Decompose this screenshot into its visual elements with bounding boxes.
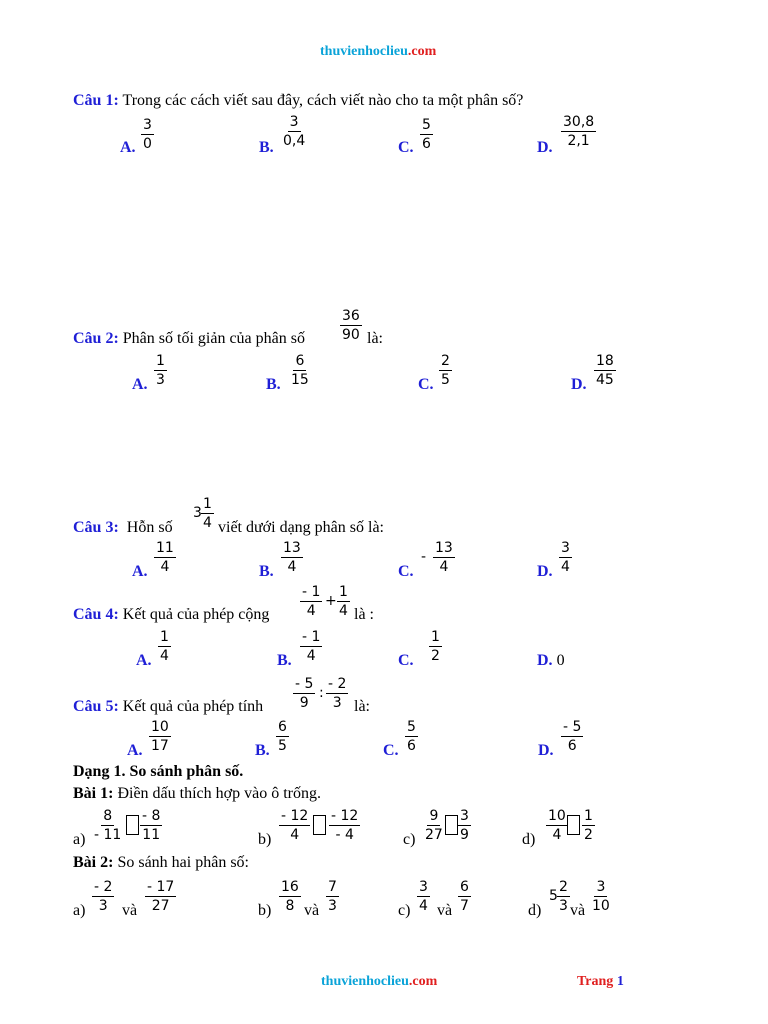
footer-site-tld: .com	[408, 974, 438, 989]
q2-text: Phân số tối giản của phân số	[122, 330, 305, 347]
q1-opt-c-fraction	[420, 118, 433, 152]
q2-opt-d-letter: D.	[571, 376, 587, 393]
fraction-numerator: 3	[561, 540, 570, 556]
q4-text: Kết quả của phép cộng	[122, 606, 270, 623]
q2-fraction	[340, 309, 362, 343]
fraction-denominator: 6	[567, 738, 577, 754]
fraction-numerator: 16	[281, 879, 299, 895]
fraction-numerator: - 1	[302, 629, 321, 645]
fraction-numerator: 30,8	[563, 114, 595, 130]
bai2-item-c-conj: và	[437, 902, 453, 919]
fraction-denominator: 4	[552, 827, 562, 843]
q4-fraction-2	[337, 585, 350, 619]
q3-opt-d-letter: D.	[537, 563, 553, 580]
fraction-numerator: 7	[328, 879, 337, 895]
bai2-item-a-right	[145, 880, 176, 914]
bai1-item-a-blank-box[interactable]	[126, 815, 139, 835]
q2-opt-a-fraction	[154, 354, 167, 388]
q1-line	[73, 92, 523, 110]
fraction-numerator: 1	[584, 808, 593, 824]
fraction-denominator: 4	[439, 559, 449, 575]
fraction-denominator: 3	[328, 898, 337, 914]
q3-opt-a-letter: A.	[132, 563, 148, 580]
fraction-numerator: 1	[156, 353, 165, 369]
fraction-numerator: 13	[283, 540, 301, 556]
q3-opt-a-fraction	[154, 541, 176, 575]
bai1-item-d-tag: d)	[522, 831, 536, 848]
q4-opt-d-value: 0	[556, 652, 565, 669]
fraction-numerator: 8	[103, 808, 113, 824]
q3-mixed-fraction	[201, 497, 214, 531]
fraction-numerator: - 2	[328, 676, 347, 692]
fraction-denominator: 7	[460, 898, 469, 914]
q1-opt-d-fraction	[561, 115, 596, 149]
bai2-item-c-left	[417, 880, 430, 914]
bai2-item-d-tag: d)	[528, 902, 542, 919]
bai2-label: Bài 2:	[73, 854, 114, 871]
fraction-numerator: - 8	[142, 808, 161, 824]
fraction-numerator: 3	[143, 117, 152, 133]
q2-label: Câu 2:	[73, 330, 119, 347]
footer-site	[321, 974, 437, 990]
q2-opt-c-letter: C.	[418, 376, 434, 393]
bai2-item-b-left	[279, 880, 301, 914]
bai2-item-c-tag: c)	[398, 902, 411, 919]
fraction-numerator: 5	[407, 719, 416, 735]
fraction-denominator: 2	[584, 827, 593, 843]
fraction-denominator: 0	[143, 136, 152, 152]
q5-opt-b-letter: B.	[255, 742, 270, 759]
bai2-item-a-tag: a)	[73, 902, 86, 919]
fraction-denominator: 4	[306, 603, 316, 619]
bai1-item-c-blank-box[interactable]	[445, 815, 458, 835]
q3-opt-c-fraction	[433, 541, 455, 575]
q3-opt-b-fraction	[281, 541, 303, 575]
q2-opt-b-fraction	[289, 354, 311, 388]
fraction-denominator: 9	[460, 827, 469, 843]
q4-opt-b-letter: B.	[277, 652, 292, 669]
bai2-item-c-right	[458, 880, 471, 914]
q1-label: Câu 1:	[73, 92, 119, 109]
q4-opt-a-letter: A.	[136, 652, 152, 669]
q5-opt-a-fraction	[149, 720, 171, 754]
q4-operator: +	[325, 593, 337, 609]
fraction-denominator: 3	[332, 695, 342, 711]
fraction-denominator: 3	[98, 898, 108, 914]
bai2-item-d-right	[590, 880, 612, 914]
q4-opt-a-fraction	[158, 630, 171, 664]
q5-fraction-2	[326, 677, 348, 711]
fraction-denominator: 6	[407, 738, 416, 754]
header-site-name: thuvienhoclieu	[320, 44, 408, 59]
q2-opt-c-fraction	[439, 354, 452, 388]
q1-opt-d-letter: D.	[537, 139, 553, 156]
fraction-numerator: 1	[160, 629, 169, 645]
bai2-item-a-left	[92, 880, 114, 914]
q1-opt-a-letter: A.	[120, 139, 136, 156]
fraction-numerator: 10	[151, 719, 169, 735]
bai2-item-b-right	[326, 880, 339, 914]
q4-opt-c-letter: C.	[398, 652, 414, 669]
bai1-label: Bài 1:	[73, 785, 114, 802]
bai1-item-c-left	[423, 809, 445, 843]
fraction-numerator: - 2	[94, 879, 113, 895]
bai1-item-a-right	[140, 809, 162, 843]
q4-opt-d	[537, 652, 565, 670]
fraction-numerator: 36	[342, 308, 360, 324]
fraction-denominator: 90	[342, 327, 360, 343]
fraction-denominator: - 11	[94, 827, 122, 843]
bai1-item-c-tag: c)	[403, 831, 416, 848]
fraction-numerator: 1	[203, 496, 212, 512]
q4-label: Câu 4:	[73, 606, 119, 623]
fraction-numerator: 3	[460, 808, 469, 824]
q3-mixed-whole: 3	[193, 505, 202, 521]
q3-label: Câu 3:	[73, 519, 119, 536]
q3-opt-c-sign: -	[421, 549, 427, 565]
q2-opt-a-letter: A.	[132, 376, 148, 393]
q3-opt-b-letter: B.	[259, 563, 274, 580]
header-site-tld: .com	[407, 44, 437, 59]
q3-line	[73, 519, 173, 537]
fraction-denominator: 15	[291, 372, 309, 388]
section-title: Dạng 1. So sánh phân số.	[73, 763, 244, 780]
fraction-numerator: 1	[339, 584, 348, 600]
fraction-numerator: 6	[278, 719, 287, 735]
q3-text: Hỗn số	[126, 519, 173, 536]
footer-page	[577, 974, 624, 990]
fraction-denominator: 6	[422, 136, 431, 152]
fraction-denominator: 4	[561, 559, 570, 575]
fraction-numerator: 3	[596, 879, 606, 895]
fraction-denominator: 8	[285, 898, 295, 914]
q5-fraction-1	[293, 677, 315, 711]
q2-opt-b-letter: B.	[266, 376, 281, 393]
fraction-numerator: 5	[422, 117, 431, 133]
q5-label: Câu 5:	[73, 698, 119, 715]
fraction-numerator: 9	[429, 808, 439, 824]
fraction-numerator: 1	[431, 629, 440, 645]
fraction-numerator: - 1	[302, 584, 321, 600]
fraction-denominator: 5	[441, 372, 450, 388]
fraction-denominator: 4	[203, 515, 212, 531]
fraction-denominator: - 4	[335, 827, 354, 843]
fraction-denominator: 4	[160, 648, 169, 664]
fraction-denominator: 27	[151, 898, 170, 914]
fraction-denominator: 0,4	[283, 133, 306, 149]
q4-after-text: là :	[354, 606, 374, 623]
bai1-item-b-tag: b)	[258, 831, 272, 848]
fraction-denominator: 10	[592, 898, 610, 914]
fraction-numerator: - 12	[331, 808, 359, 824]
bai2-item-a-conj: và	[122, 902, 138, 919]
q5-opt-c-letter: C.	[383, 742, 399, 759]
fraction-denominator: 4	[160, 559, 170, 575]
bai1-line	[73, 785, 321, 803]
fraction-denominator: 4	[306, 648, 316, 664]
q4-opt-b-fraction	[300, 630, 322, 664]
q5-operator: :	[319, 685, 324, 701]
q2-opt-d-fraction	[594, 354, 616, 388]
fraction-numerator: 6	[460, 879, 469, 895]
bai1-text: Điền dấu thích hợp vào ô trống.	[117, 785, 321, 802]
q5-opt-d-letter: D.	[538, 742, 554, 759]
q3-opt-c-letter: C.	[398, 563, 414, 580]
q5-line	[73, 698, 263, 716]
footer-page-number: 1	[616, 974, 624, 989]
q5-after-text: là:	[354, 698, 370, 715]
q4-opt-d-letter: D.	[537, 652, 553, 669]
fraction-denominator: 11	[142, 827, 161, 843]
fraction-denominator: 45	[596, 372, 614, 388]
bai1-item-d-right	[582, 809, 595, 843]
q4-opt-c-fraction	[429, 630, 442, 664]
fraction-numerator: 2	[441, 353, 450, 369]
bai2-line	[73, 854, 249, 872]
q1-opt-b-fraction	[281, 115, 307, 149]
bai2-item-d-left	[557, 880, 570, 914]
fraction-numerator: 6	[295, 353, 305, 369]
footer-site-name: thuvienhoclieu	[321, 974, 409, 989]
fraction-denominator: 4	[339, 603, 348, 619]
fraction-denominator: 9	[299, 695, 309, 711]
fraction-denominator: 17	[151, 738, 169, 754]
fraction-numerator: 13	[435, 540, 453, 556]
fraction-denominator: 5	[278, 738, 287, 754]
fraction-denominator: 3	[559, 898, 568, 914]
fraction-denominator: 2,1	[567, 133, 590, 149]
fraction-denominator: 3	[156, 372, 165, 388]
bai2-text: So sánh hai phân số:	[117, 854, 249, 871]
q1-opt-b-letter: B.	[259, 139, 274, 156]
bai2-item-d-whole: 5	[549, 888, 558, 904]
footer-page-label: Trang	[577, 974, 614, 989]
q5-opt-b-fraction	[276, 720, 289, 754]
q1-opt-a-fraction	[141, 118, 154, 152]
q4-line	[73, 606, 269, 624]
fraction-denominator: 27	[425, 827, 443, 843]
bai1-item-b-right	[329, 809, 360, 843]
q2-line	[73, 330, 305, 348]
fraction-numerator: 18	[596, 353, 614, 369]
q3-opt-d-fraction	[559, 541, 572, 575]
q2-after-text: là:	[367, 330, 383, 347]
fraction-numerator: 3	[419, 879, 428, 895]
fraction-numerator: - 17	[147, 879, 175, 895]
fraction-denominator: 2	[431, 648, 440, 664]
fraction-denominator: 4	[419, 898, 428, 914]
bai2-item-d-conj: và	[570, 902, 586, 919]
bai1-item-c-right	[458, 809, 471, 843]
bai1-item-a-left	[92, 809, 123, 843]
bai1-item-b-blank-box[interactable]	[313, 815, 326, 835]
fraction-denominator: 4	[290, 827, 300, 843]
fraction-numerator: - 12	[281, 808, 309, 824]
fraction-denominator: 4	[287, 559, 297, 575]
header-site	[320, 44, 436, 60]
fraction-numerator: 3	[289, 114, 299, 130]
fraction-numerator: 2	[559, 879, 568, 895]
q5-opt-d-fraction	[561, 720, 583, 754]
bai1-item-a-tag: a)	[73, 831, 86, 848]
fraction-numerator: 10	[548, 808, 566, 824]
q5-opt-c-fraction	[405, 720, 418, 754]
bai1-item-d-blank-box[interactable]	[567, 815, 580, 835]
fraction-numerator: - 5	[563, 719, 582, 735]
q3-after-text: viết dưới dạng phân số là:	[218, 519, 384, 536]
bai1-item-d-left	[546, 809, 568, 843]
q1-text: Trong các cách viết sau đây, cách viết nào cho ta một phân số?	[122, 92, 524, 109]
q5-text: Kết quả của phép tính	[122, 698, 264, 715]
q1-opt-c-letter: C.	[398, 139, 414, 156]
q4-fraction-1	[300, 585, 322, 619]
fraction-numerator: 11	[156, 540, 174, 556]
bai2-item-b-tag: b)	[258, 902, 272, 919]
fraction-numerator: - 5	[295, 676, 314, 692]
bai1-item-b-left	[279, 809, 310, 843]
bai2-item-b-conj: và	[304, 902, 320, 919]
q5-opt-a-letter: A.	[127, 742, 143, 759]
